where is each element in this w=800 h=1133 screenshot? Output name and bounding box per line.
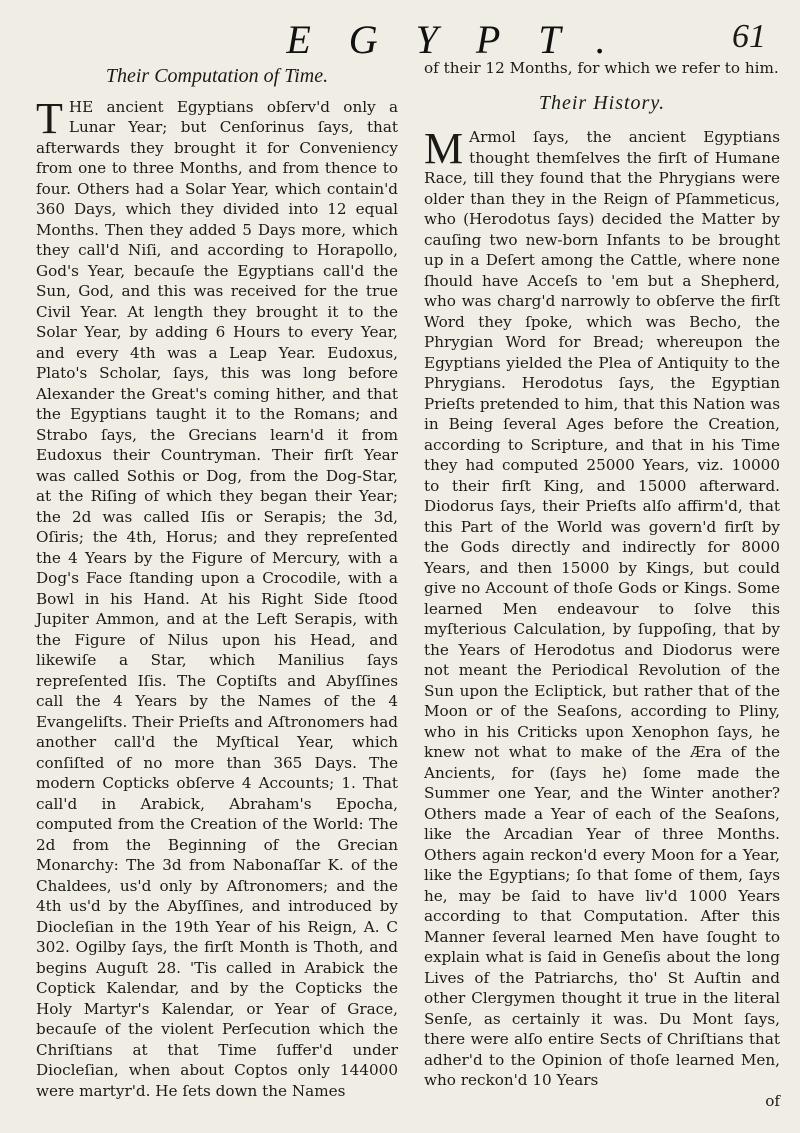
section-heading-computation: Their Computation of Time. [105,65,329,87]
left-column [36,58,398,1101]
history-paragraph [424,124,780,1091]
drop-cap: M [424,124,464,173]
running-head [0,8,800,60]
section-heading-history: Their History. [538,91,666,114]
computation-text: HE ancient Egyptians obſerv'd only a Lunar Year; but Cenſorinus ſays, that afterwards they brought it for Conveniency from one to three Months, and from thence to four. Others had a Solar Year, which contain'd 360 Days, which they divided into 12 equal Months. Then they added 5 Days more, which they call'd Niſi, and according to Horapollo, God's Year, becauſe the Egyptians call'd the Sun, God, and this was received for the true Civil Year. At length they brought it to the Solar Year, by adding 6 Hours to every Year, and every 4th was a Leap Year. Eudoxus, Plato's Scholar, ſays, this was long before Alexander the Great's coming hither, and that the Egyptians taught it to the Romans; and Strabo ſays, the Grecians learn'd it from Eudoxus their Countryman. Their firſt Year was called Sothis or Dog, from the Dog-Star, at the Riſing of which they began their Year; the 2d was called Iſis or Serapis; the 3d, Oſiris; the 4th, Horus; and they repreſented the 4 Years by the Figure of Mercury, with a Dog's Face ſtanding upon a Crocodile, with a Bowl in his Hand. At his Right Side ſtood Jupiter Ammon, and at the Left Serapis, with the Figure of Nilus upon his Head, and likewiſe a Star, which Manilius ſays repreſented Iſis. The Coptiſts and Abyſſines call the 4 Years by the Names of the 4 Evangeliſts. Their Prieſts and Aſtronomers had another call'd the Myſtical Year, which conſiſted of no more than 365 Days. The modern Copticks obſerve 4 Accounts; 1. That call'd in Arabick, Abraham's Epocha, computed from the Creation of the World: The 2d from the Beginning of the Grecian Monarchy: The 3d from Nabonaſſar K. of the Chaldees, us'd only by Aſtronomers; and the 4th us'd by the Abyſſines, and introduced by Diocleſian in the 19th Year of his Reign, A. C 302. Ogilby ſays, the firſt Month is Thoth, and begins Auguſt 28. 'Tis called in Arabick the Coptick Kalendar, and by the Copticks the Holy Martyr's Kalendar, or Year of Grace, becauſe of the violent Perſecution which the Chriſtians at that Time ſuffer'd under Diocleſian, when about Coptos only 144000 were martyr'd. He ſets down the Names [36,97,398,1100]
page-number: 61 [732,18,766,55]
running-title: EGYPT. [286,17,644,62]
computation-paragraph [36,93,398,1102]
catchword: of [765,1091,780,1110]
history-text: Armol ſays, the ancient Egyptians thought themſelves the firſt of Humane Race, till they found that the Phrygians were older than they in the Reign of Pſammeticus, who (Herodotus ſays) decided the Matter by cauſing two new-born Infants to be brought up in a Deſert among the Cattle, where none ſhould have Acceſs to 'em but a Shepherd, who was charg'd narrowly to obſerve the firſt Word they ſpoke, which was Becho, the Phrygian Word for Bread; whereupon the Egyptians yielded the Plea of Antiquity to the Phrygians. Herodotus ſays, the Egyptian Prieſts pretended to him, that this Nation was in Being ſeveral Ages before the Creation, according to Scripture, and that in his Time they had computed 25000 Years, viz. 10000 to their firſt King, and 15000 afterward. Diodorus ſays, their Prieſts alſo affirm'd, that this Part of the World was govern'd firſt by the Gods directly and indirectly for 8000 Years, and then 15000 by Kings, but could give no Account of thoſe Gods or Kings. Some learned Men endeavour to ſolve this myſterious Calculation, by ſuppoſing, that by the Years of Herodotus and Diodorus were not meant the Periodical Revolution of the Sun upon the Ecliptick, but rather that of the Moon or of the Seaſons, according to Pliny, who in his Criticks upon Xenophon ſays, he knew not what to make of the Æra of the Ancients, for (ſays he) ſome made the Summer one Year, and the Winter another? Others made a Year of each of the Seaſons, like the Arcadian Year of three Months. Others again reckon'd every Moon for a Year, like the Egyptians; ſo that ſome of them, ſays he, may be ſaid to have liv'd 1000 Years according to that Computation. After this Manner ſeveral learned Men have ſought to explain what is ſaid in Geneſis about the long Lives of the Patriarchs, tho' St Auſtin and other Clergymen thought it true in the literal Senſe, as certainly it was. Du Mont ſays, there were alſo entire Sects of Chriſtians that adher'd to the Opinion of thoſe learned Men, who reckon'd 10 Years [424,128,780,1089]
right-column [424,58,780,1111]
continued-text: of their 12 Months, for which we refer to him. [424,59,779,77]
drop-cap: T [36,93,63,143]
